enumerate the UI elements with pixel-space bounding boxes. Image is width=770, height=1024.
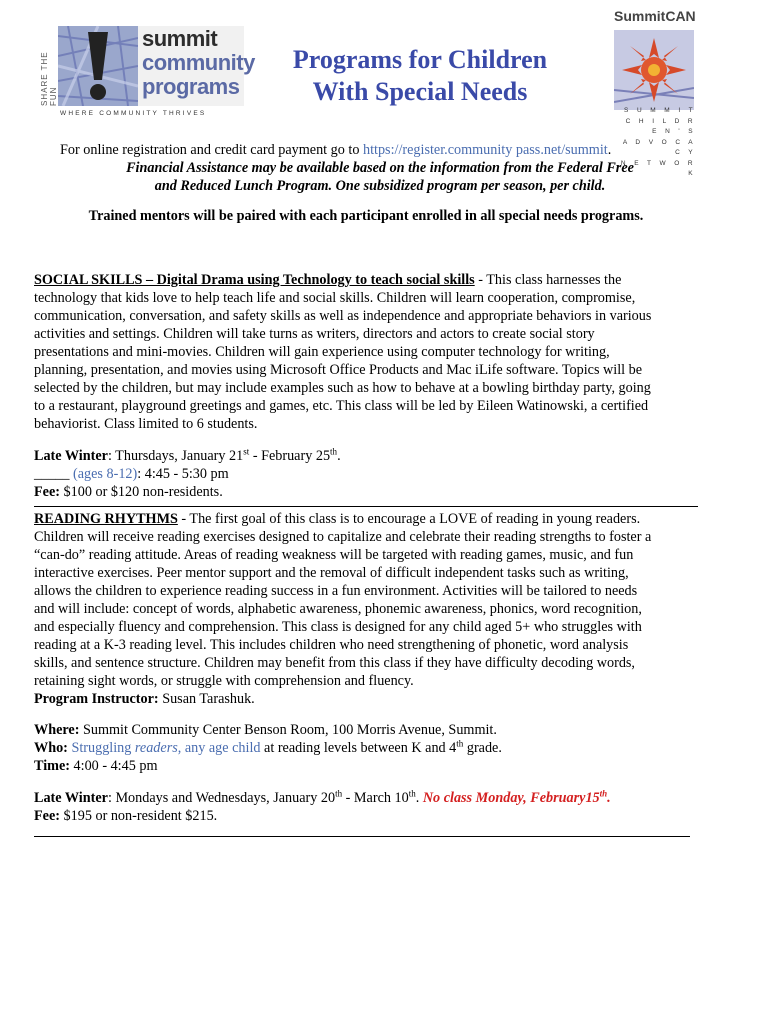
social-skills-time: _____ (ages 8-12): 4:45 - 5:30 pm: [34, 466, 229, 482]
social-skills-fee: Fee: $100 or $120 non-residents.: [34, 484, 223, 500]
mentors-note: Trained mentors will be paired with each participant enrolled in all special needs programs.: [88, 208, 644, 224]
summitcan-network-text: S U M M I T C H I L D R E N ' S A D V O C A C Y N E T W O R K: [620, 107, 696, 177]
reading-rhythms-heading: READING RHYTHMS: [34, 511, 178, 527]
financial-assistance-line-1: Financial Assistance may be available based on the information from the Federal Free: [126, 160, 634, 176]
registration-link[interactable]: https://register.community pass.net/summit: [362, 142, 608, 158]
blank-checkbox-line[interactable]: _____: [34, 466, 70, 482]
registration-line: For online registration and credit card payment go to https://register.community pass.net/summit.: [60, 142, 612, 158]
section-divider-1: [34, 506, 698, 507]
logo-tagline: WHERE COMMUNITY THRIVES: [60, 110, 207, 117]
summitcan-logo: [614, 8, 734, 177]
reading-rhythms-first-line: READING RHYTHMS - The first goal of this class is to encourage a LOVE of reading in young readers.: [34, 511, 641, 527]
summit-community-programs-logo: [40, 26, 255, 122]
logo-word-community: community: [142, 50, 255, 75]
title-line-2: With Special Needs: [312, 77, 528, 106]
reading-rhythms-dates: Late Winter: Mondays and Wednesdays, January 20th - March 10th. No class Monday, February15th.: [34, 788, 611, 806]
instructor-line: Program Instructor: Susan Tarashuk.: [34, 691, 255, 707]
reading-rhythms-details: [34, 721, 714, 775]
social-skills-first-line: SOCIAL SKILLS – Digital Drama using Technology to teach social skills - This class harnesses the: [34, 272, 622, 288]
reading-rhythms-fee: Fee: $195 or non-resident $215.: [34, 808, 218, 824]
logo-word-summit: summit: [142, 26, 218, 51]
reading-rhythms-schedule: [34, 789, 724, 825]
page-title: [250, 44, 590, 108]
title-line-1: Programs for Children: [292, 45, 548, 74]
social-skills-section: SOCIAL SKILLS – Digital Drama using Technology to teach social skills - This class harnesses the technology that kids love to help teach life and social skills. Children will learn cooperation, compromise, communication, conversation, and safety skills as well as independence and appropriate behaviors in various activities and settings. Children will take turns as writers, directors and actors to create social story presentations and mini-movies. Children will gain experience using computer technology for writing, planning, presentation, and movies using Microsoft Office Products and Mac iLife software. Topics will be selected by the children, but may include examples such as how to behave at a bowling birthday party, going to a restaurant, playground greetings and games, etc. This class will be led by Eileen Watinowski, a certified behaviorist. Class limited to 6 students.: [34, 271, 714, 433]
exclamation-mark-icon: [58, 26, 138, 106]
time-line: Time: 4:00 - 4:45 pm: [34, 758, 158, 774]
logo-word-programs: programs: [142, 74, 240, 99]
section-divider-2: [34, 836, 690, 837]
no-class-notice: No class Monday, February15th.: [422, 788, 611, 806]
social-skills-dates: Late Winter: Thursdays, January 21st - February 25th.: [34, 446, 341, 464]
where-line: Where: Summit Community Center Benson Room, 100 Morris Avenue, Summit.: [34, 722, 497, 738]
social-skills-schedule: [34, 447, 714, 501]
logo-wordmark: [138, 26, 255, 106]
reading-rhythms-section: READING RHYTHMS - The first goal of this class is to encourage a LOVE of reading in young readers. Children will receive reading exercises designed to capitalize and celebrate their reading strengths to foster a “can-do” reading attitude. Areas of reading weakness will be targeted with reading games, music, and fun interactive exercises. Peer mentor support and the removal of difficult independent tasks such as writing, allows the children to experience reading success in a fun environment. Activities will be tailored to needs and will include: concept of words, alphabetic awareness, phonemic awareness, phonics, word recognition, and especially fluency and comprehension. This class is designed for any child aged 5+ who struggles with reading at a K-3 reading level. This includes children who need strengthening of phonetic, word analysis skills, and sentence structure. Children may benefit from this class if they have difficulty decoding words, retaining sight words, or struggle with comprehension and fluency. Program Instructor: Susan Tarashuk.: [34, 510, 700, 708]
sun-figure-icon: [614, 30, 694, 110]
financial-assistance-line-2: and Reduced Lunch Program. One subsidized program per season, per child.: [154, 178, 606, 194]
logo-side-text: SHARE THE FUN: [40, 51, 58, 106]
summitcan-title: SummitCAN: [614, 8, 696, 24]
social-skills-heading: SOCIAL SKILLS – Digital Drama using Technology to teach social skills: [34, 272, 475, 288]
who-line: Who: Struggling readers, any age child at reading levels between K and 4th grade.: [34, 738, 502, 756]
